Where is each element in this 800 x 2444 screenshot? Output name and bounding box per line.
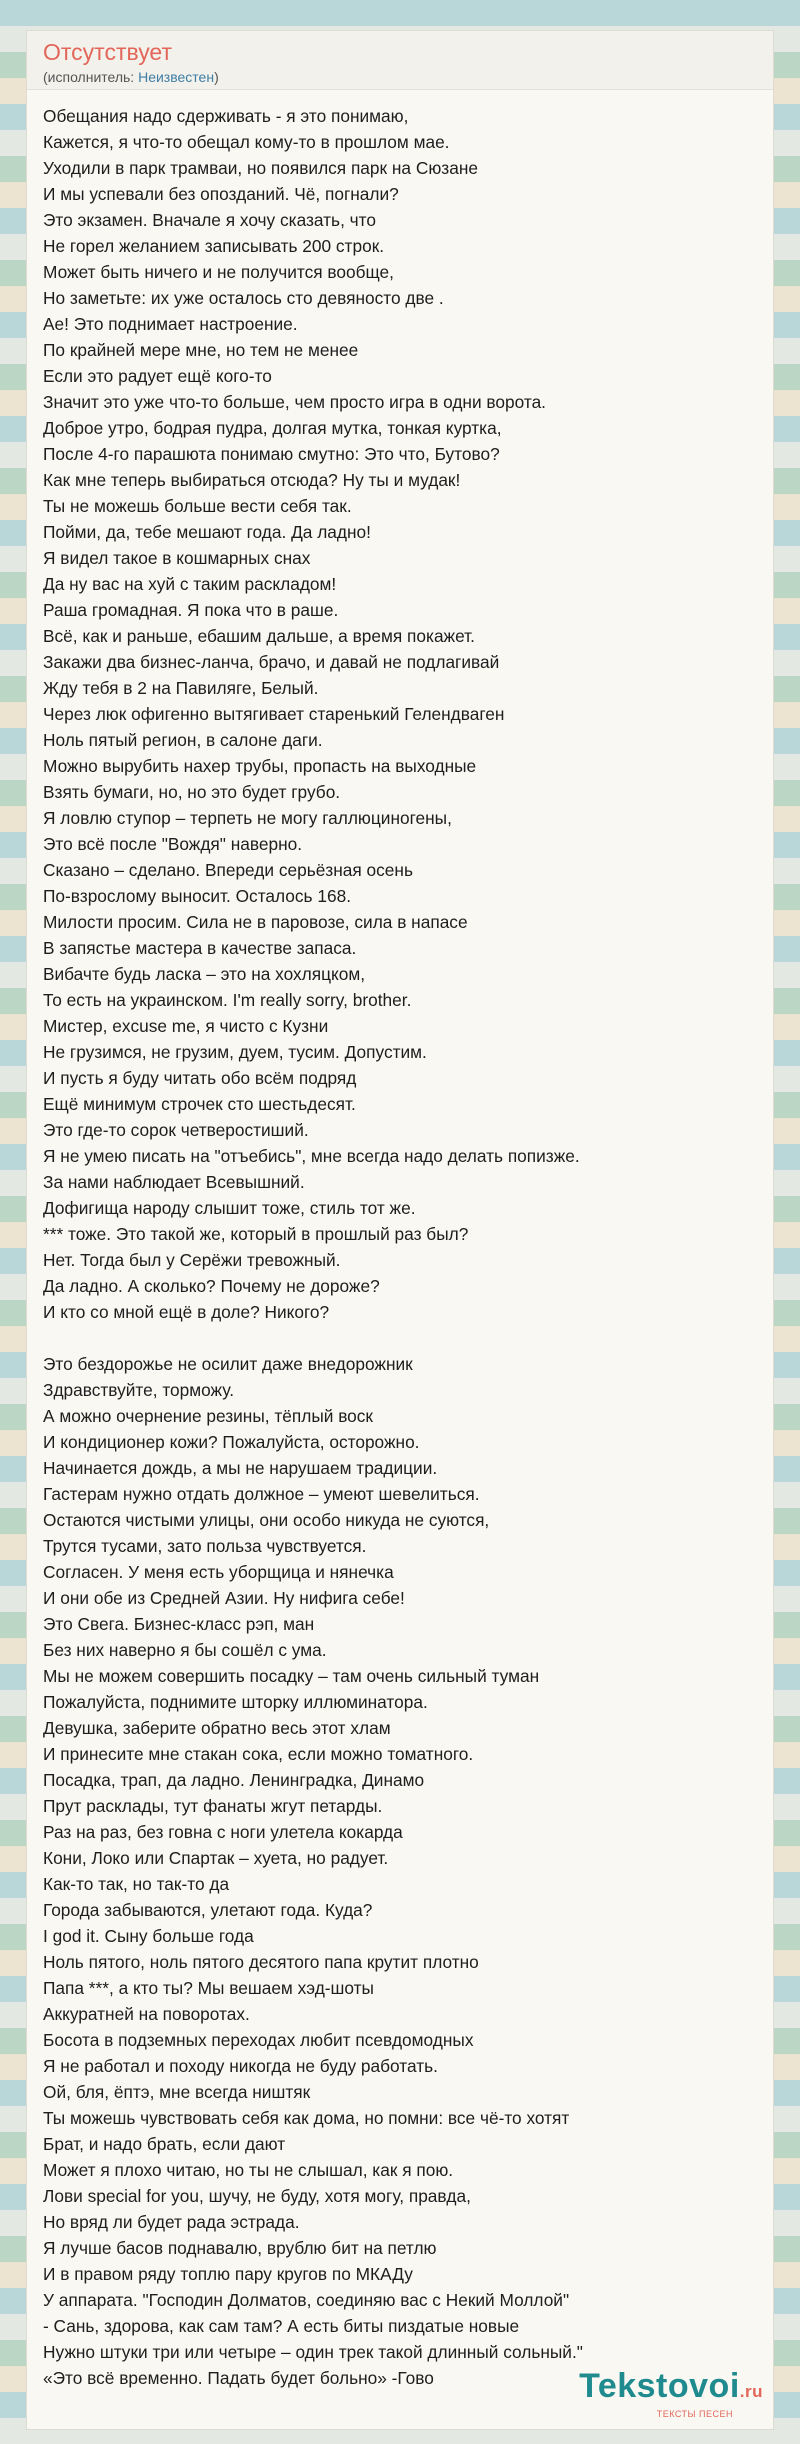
site-logo[interactable] <box>523 2367 763 2423</box>
lyric-line: Это бездорожье не осилит даже внедорожник <box>43 1354 413 1374</box>
lyric-line: Я ловлю ступор – терпеть не могу галлюциногены, <box>43 808 452 828</box>
lyric-line: Ноль пятого, ноль пятого десятого папа крутит плотно <box>43 1952 479 1972</box>
lyric-line: - Сань, здорова, как сам там? А есть биты пиздатые новые <box>43 2316 520 2336</box>
lyric-line: Пойми, да, тебе мешают года. Да ладно! <box>43 522 371 542</box>
lyric-line: Начинается дождь, а мы не нарушаем традиции. <box>43 1458 438 1478</box>
lyric-line: Вибачте будь ласка – это на хохляцком, <box>43 964 366 984</box>
lyric-line: Раша громадная. Я пока что в раше. <box>43 600 339 620</box>
lyric-line: Жду тебя в 2 на Павиляге, Белый. <box>43 678 319 698</box>
lyric-line: Взять бумаги, но, но это будет грубо. <box>43 782 341 802</box>
stanza-break <box>43 1325 763 1351</box>
lyric-line: Я видел такое в кошмарных снах <box>43 548 311 568</box>
lyric-line: Трутся тусами, зато польза чувствуется. <box>43 1536 367 1556</box>
lyric-line: Но вряд ли будет рада эстрада. <box>43 2212 300 2232</box>
lyric-line: Ты не можешь больше вести себя так. <box>43 496 352 516</box>
lyric-line: Прут расклады, тут фанаты жгут петарды. <box>43 1796 383 1816</box>
lyric-line: Папа ***, а кто ты? Мы вешаем хэд-шоты <box>43 1978 374 1998</box>
lyric-line: Это Свега. Бизнес-класс рэп, ман <box>43 1614 315 1634</box>
lyric-line: «Это всё временно. Падать будет больно» -Гово <box>43 2368 434 2388</box>
lyrics-card <box>26 30 774 2430</box>
lyric-line: Как мне теперь выбираться отсюда? Ну ты и мудак! <box>43 470 461 490</box>
lyric-line: Можно вырубить нахер трубы, пропасть на выходные <box>43 756 477 776</box>
artist-link[interactable]: Неизвестен <box>138 69 215 85</box>
lyric-line: Дофигища народу слышит тоже, стиль тот же. <box>43 1198 416 1218</box>
lyric-line: Сказано – сделано. Впереди серьёзная осень <box>43 860 413 880</box>
lyric-line: Гастерам нужно отдать должное – умеют шевелиться. <box>43 1484 480 1504</box>
lyric-line: Мистер, excuse me, я чисто с Кузни <box>43 1016 329 1036</box>
lyric-line: Я не умею писать на "отъебись", мне всегда надо делать попизже. <box>43 1146 580 1166</box>
lyric-line: Закажи два бизнес-ланча, брачо, и давай не подлагивай <box>43 652 500 672</box>
logo-tld: .ru <box>739 2382 763 2401</box>
song-header <box>27 31 773 90</box>
lyric-line: Да ну вас на хуй с таким раскладом! <box>43 574 337 594</box>
lyric-line: И они обе из Средней Азии. Ну нифига себе! <box>43 1588 405 1608</box>
lyric-line: *** тоже. Это такой же, который в прошлый раз был? <box>43 1224 469 1244</box>
lyric-line: Ещё минимум строчек сто шестьдесят. <box>43 1094 356 1114</box>
lyric-line: Всё, как и раньше, ебашим дальше, а время покажет. <box>43 626 475 646</box>
lyric-line: И в правом ряду топлю пару кругов по МКАДу <box>43 2264 413 2284</box>
lyric-line: И кондиционер кожи? Пожалуйста, осторожно. <box>43 1432 420 1452</box>
lyric-line: Ой, бля, ёптэ, мне всегда ништяк <box>43 2082 311 2102</box>
lyric-line: Без них наверно я бы сошёл с ума. <box>43 1640 327 1660</box>
lyrics-body <box>43 103 763 2391</box>
lyric-line: Брат, и надо брать, если дают <box>43 2134 286 2154</box>
lyric-line: Может я плохо читаю, но ты не слышал, как я пою. <box>43 2160 454 2180</box>
lyric-line: Раз на раз, без говна с ноги улетела кокарда <box>43 1822 403 1842</box>
lyric-line: После 4-го парашюта понимаю смутно: Это что, Бутово? <box>43 444 500 464</box>
lyric-line: Аккуратней на поворотах. <box>43 2004 250 2024</box>
lyric-line: То есть на украинском. I'm really sorry, brother. <box>43 990 412 1010</box>
lyric-line: Уходили в парк трамваи, но появился парк на Сюзане <box>43 158 478 178</box>
lyric-line: Да ладно. А сколько? Почему не дороже? <box>43 1276 380 1296</box>
lyric-line: Лови special for you, шучу, не буду, хотя могу, правда, <box>43 2186 471 2206</box>
lyric-line: Обещания надо сдерживать - я это понимаю, <box>43 106 409 126</box>
artist-prefix: (исполнитель: <box>43 69 139 85</box>
lyric-line: Ае! Это поднимает настроение. <box>43 314 298 334</box>
lyric-line: Это всё после "Вождя" наверно. <box>43 834 303 854</box>
lyric-line: Но заметьте: их уже осталось сто девяносто две . <box>43 288 444 308</box>
artist-line <box>43 69 219 85</box>
logo-name: Tekstovoi <box>579 2367 740 2405</box>
lyric-line: Мы не можем совершить посадку – там очень сильный туман <box>43 1666 540 1686</box>
lyric-line: Не горел желанием записывать 200 строк. <box>43 236 385 256</box>
lyric-line: Девушка, заберите обратно весь этот хлам <box>43 1718 391 1738</box>
lyric-line: По крайней мере мне, но тем не менее <box>43 340 359 360</box>
lyric-line: За нами наблюдает Всевышний. <box>43 1172 305 1192</box>
lyric-line: Босота в подземных переходах любит псевдомодных <box>43 2030 474 2050</box>
lyric-line: У аппарата. "Господин Долматов, соединяю вас с Некий Моллой" <box>43 2290 570 2310</box>
lyric-line: И мы успевали без опозданий. Чё, погнали? <box>43 184 399 204</box>
lyric-line: В запястье мастера в качестве запаса. <box>43 938 357 958</box>
lyric-line: Доброе утро, бодрая пудра, долгая мутка, тонкая куртка, <box>43 418 502 438</box>
lyric-line: Нет. Тогда был у Серёжи тревожный. <box>43 1250 341 1270</box>
lyric-line: Здравствуйте, торможу. <box>43 1380 235 1400</box>
song-title: Отсутствует <box>43 39 172 65</box>
lyric-line: И кто со мной ещё в доле? Никого? <box>43 1302 330 1322</box>
lyric-line: Города забываются, улетают года. Куда? <box>43 1900 373 1920</box>
lyric-line: Если это радует ещё кого-то <box>43 366 272 386</box>
lyric-line: Не грузимся, не грузим, дуем, тусим. Допустим. <box>43 1042 427 1062</box>
lyric-line: По-взрослому выносит. Осталось 168. <box>43 886 351 906</box>
lyric-line: Кажется, я что-то обещал кому-то в прошлом мае. <box>43 132 450 152</box>
lyric-line: Это где-то сорок четверостиший. <box>43 1120 309 1140</box>
lyric-line: Нужно штуки три или четыре – один трек такой длинный сольный." <box>43 2342 583 2362</box>
lyric-line: I god it. Сыну больше года <box>43 1926 254 1946</box>
lyric-line: А можно очернение резины, тёплый воск <box>43 1406 373 1426</box>
lyric-line: Как-то так, но так-то да <box>43 1874 230 1894</box>
lyric-line: И пусть я буду читать обо всём подряд <box>43 1068 357 1088</box>
lyric-line: Милости просим. Сила не в паровозе, сила в напасе <box>43 912 468 932</box>
lyric-line: Ноль пятый регион, в салоне даги. <box>43 730 323 750</box>
lyric-line: Остаются чистыми улицы, они особо никуда не суются, <box>43 1510 490 1530</box>
lyric-line: Согласен. У меня есть уборщица и нянечка <box>43 1562 394 1582</box>
lyric-line: Ты можешь чувствовать себя как дома, но помни: все чё-то хотят <box>43 2108 570 2128</box>
lyric-line: Может быть ничего и не получится вообще, <box>43 262 394 282</box>
lyric-line: Я не работал и походу никогда не буду работать. <box>43 2056 438 2076</box>
lyric-line: Посадка, трап, да ладно. Ленинградка, Динамо <box>43 1770 425 1790</box>
artist-suffix: ) <box>214 69 219 85</box>
lyric-line: Пожалуйста, поднимите шторку иллюминатора. <box>43 1692 428 1712</box>
logo-wordmark <box>579 2367 763 2406</box>
lyric-line: И принесите мне стакан сока, если можно томатного. <box>43 1744 474 1764</box>
lyric-line: Через люк офигенно вытягивает старенький Гелендваген <box>43 704 505 724</box>
logo-tagline: ТЕКСТЫ ПЕСЕН <box>656 2409 733 2419</box>
lyric-line: Кони, Локо или Спартак – хуета, но радует. <box>43 1848 389 1868</box>
lyric-line: Это экзамен. Вначале я хочу сказать, что <box>43 210 377 230</box>
lyric-line: Я лучше басов поднавалю, врублю бит на петлю <box>43 2238 437 2258</box>
lyric-line: Значит это уже что-то больше, чем просто игра в одни ворота. <box>43 392 546 412</box>
